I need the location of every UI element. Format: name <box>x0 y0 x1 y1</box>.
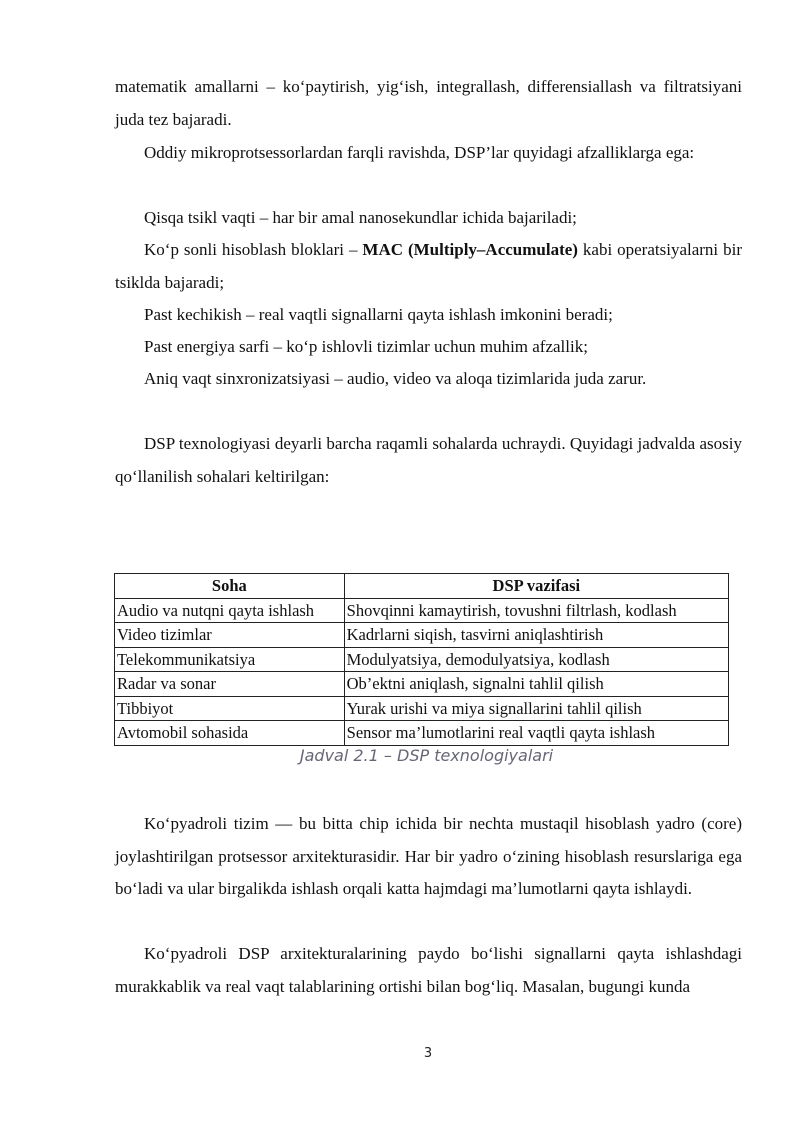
list-item-low-latency: Past kechikish – real vaqtli signallarni qayta ishlash imkonini beradi; <box>144 305 613 324</box>
table-row <box>115 696 729 721</box>
paragraph-table-intro: DSP texnologiyasi deyarli barcha raqamli sohalarda uchraydi. Quyidagi jadvalda asosiy qo‘llanilish sohalari keltirilgan: <box>115 434 742 486</box>
table-cell-task: Kadrlarni siqish, tasvirni aniqlashtirish <box>344 623 728 648</box>
list-item-compute-blocks <box>115 234 742 299</box>
page-number: 3 <box>423 1046 433 1061</box>
table-header-row <box>115 574 729 599</box>
table-row <box>115 721 729 746</box>
table-cell-domain: Video tizimlar <box>115 623 345 648</box>
table-row <box>115 672 729 697</box>
list-item-low-power: Past energiya sarfi – ko‘p ishlovli tizimlar uchun muhim afzallik; <box>144 337 588 356</box>
table-cell-domain: Radar va sonar <box>115 672 345 697</box>
table-cell-domain: Audio va nutqni qayta ishlash <box>115 598 345 623</box>
table-row <box>115 623 729 648</box>
table-cell-task: Shovqinni kamaytirish, tovushni filtrlash, kodlash <box>344 598 728 623</box>
list-item-cycle-time: Qisqa tsikl vaqti – har bir amal nanosekundlar ichida bajariladi; <box>144 208 577 227</box>
table-caption: Jadval 2.1 – DSP texnologiyalari <box>299 746 554 765</box>
table-cell-task: Ob’ektni aniqlash, signalni tahlil qilish <box>344 672 728 697</box>
list-item-compute-blocks-post: kabi operatsiyalarni bir tsiklda bajaradi; <box>115 240 742 292</box>
paragraph-multicore-dsp: Ko‘pyadroli DSP arxitekturalarining paydo bo‘lishi signallarni qayta ishlashdagi murakkablik va real vaqt talablarining ortishi bilan bog‘liq. Masalan, bugungi kunda <box>115 944 742 996</box>
table-header-cell: Soha <box>115 574 345 599</box>
table-cell-domain: Telekommunikatsiya <box>115 647 345 672</box>
paragraph-multicore: Ko‘pyadroli tizim — bu bitta chip ichida bir nechta mustaqil hisoblash yadro (core) joylashtirilgan protsessor arxitekturasidir. Har bir yadro o‘zining hisoblash resurslariga ega bo‘ladi va ular birgalikda ishlash orqali katta hajmdagi ma’lumotlarni qayta ishlaydi. <box>115 814 742 898</box>
mac-term: MAC (Multiply–Accumulate) <box>362 240 578 259</box>
list-item-time-sync: Aniq vaqt sinxronizatsiyasi – audio, video va aloqa tizimlarida juda zarur. <box>144 369 647 388</box>
dsp-applications-table <box>114 573 729 746</box>
list-item-compute-blocks-pre: Ko‘p sonli hisoblash bloklari – <box>144 240 363 259</box>
table-cell-domain: Tibbiyot <box>115 696 345 721</box>
table-row <box>115 647 729 672</box>
table-cell-task: Sensor ma’lumotlarini real vaqtli qayta ishlash <box>344 721 728 746</box>
table-cell-task: Modulyatsiya, demodulyatsiya, kodlash <box>344 647 728 672</box>
table-cell-task: Yurak urishi va miya signallarini tahlil qilish <box>344 696 728 721</box>
paragraph-advantages: Oddiy mikroprotsessorlardan farqli ravishda, DSP’lar quyidagi afzalliklarga ega: <box>144 143 695 162</box>
paragraph-intro: matematik amallarni – ko‘paytirish, yig‘ish, integrallash, differensiallash va filtratsiyani juda tez bajaradi. <box>115 77 742 129</box>
table-row <box>115 598 729 623</box>
table-header-cell: DSP vazifasi <box>344 574 728 599</box>
table-cell-domain: Avtomobil sohasida <box>115 721 345 746</box>
